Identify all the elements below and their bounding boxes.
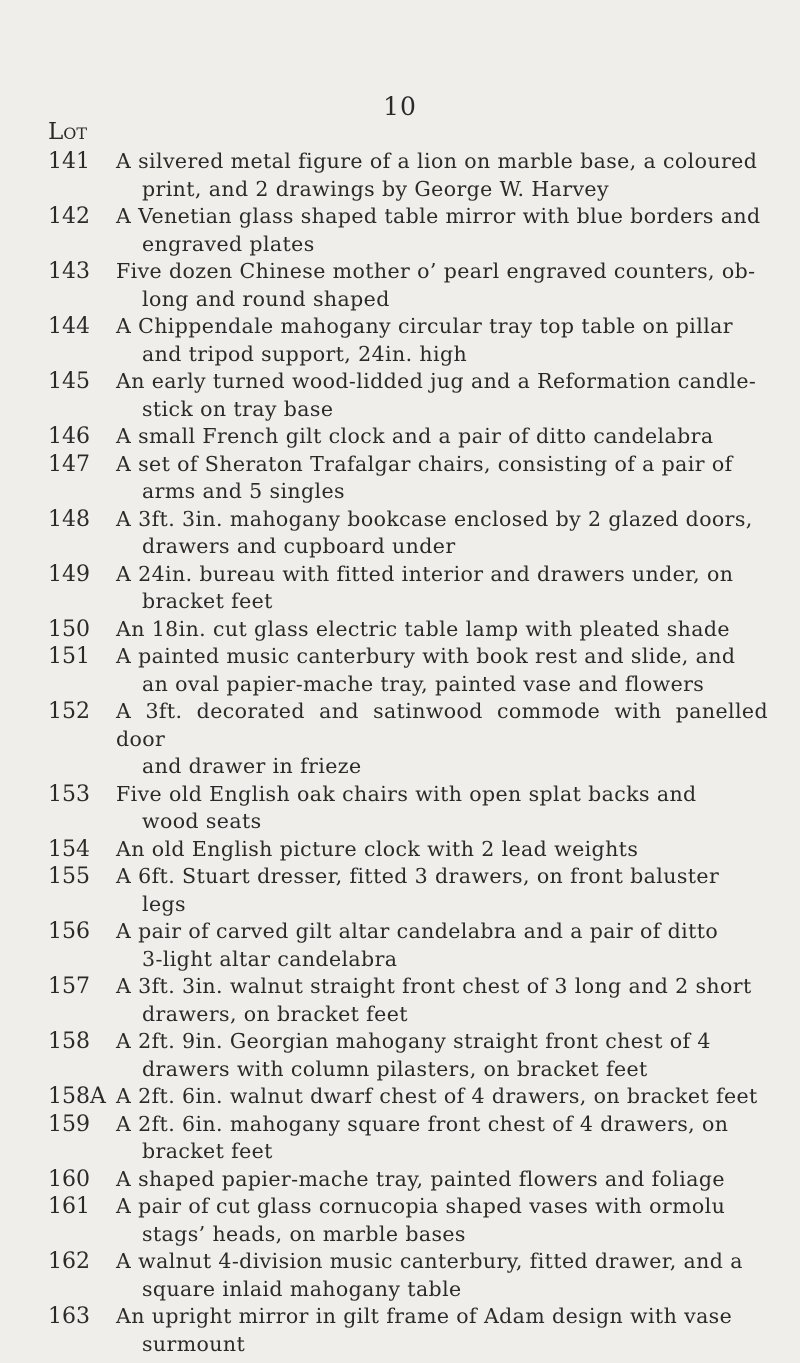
lot-description-line: A 2ft. 6in. mahogany square front chest of 4 drawers, on: [116, 1111, 729, 1136]
lot-entry: [48, 863, 768, 918]
lot-description-line: A pair of cut glass cornucopia shaped vases with ormolu: [116, 1194, 726, 1218]
lot-number: 152: [48, 699, 90, 724]
lot-description-line: 3-light altar candelabra: [142, 946, 398, 971]
lot-number: 149: [48, 561, 90, 587]
lot-description: [116, 918, 768, 973]
lot-number: 158A: [48, 1084, 106, 1109]
lot-description-line: drawers with column pilasters, on bracket feet: [142, 1056, 648, 1081]
lot-entry: [48, 368, 768, 423]
lot-description-line: surmount: [142, 1331, 246, 1356]
lot-description-line: legs: [142, 891, 186, 916]
lot-entry: [48, 423, 768, 451]
lot-number: 153: [48, 781, 90, 807]
lot-number: 143: [48, 259, 90, 284]
page-number: 10: [383, 92, 417, 121]
lot-description-line: A Venetian glass shaped table mirror with blue borders and: [116, 204, 761, 228]
lot-entry: [48, 698, 768, 781]
lot-entry: [48, 836, 768, 864]
lot-description: [116, 258, 768, 313]
lot-description-line: engraved plates: [142, 231, 315, 256]
lot-description-line: A shaped papier-mache tray, painted flowers and foliage: [116, 1166, 725, 1191]
lot-description-line: square inlaid mahogany table: [142, 1276, 462, 1301]
lot-description: [116, 203, 768, 258]
lot-description-line: an oval papier-mache tray, painted vase and flowers: [142, 671, 705, 696]
lot-description-line: bracket feet: [142, 1139, 273, 1163]
lot-column-heading: Lot: [48, 119, 88, 145]
lot-description: [116, 1166, 768, 1194]
lot-number: 158: [48, 1029, 90, 1054]
lot-description: [116, 148, 768, 203]
lot-entry: [48, 918, 768, 973]
lot-entry: [48, 1303, 768, 1358]
lot-description-line: An early turned wood-lidded jug and a Reformation candle-: [116, 369, 757, 393]
lot-entry: [48, 1111, 768, 1166]
lot-number: 151: [48, 644, 90, 669]
lot-description-line: long and round shaped: [142, 286, 390, 311]
lot-entry: [48, 506, 768, 561]
lot-description-line: arms and 5 singles: [142, 479, 345, 503]
lot-number: 163: [48, 1304, 90, 1329]
lot-description-line: An 18in. cut glass electric table lamp with pleated shade: [116, 616, 730, 641]
lot-description-line: A Chippendale mahogany circular tray top table on pillar: [116, 314, 733, 338]
lot-description-line: and tripod support, 24in. high: [142, 341, 468, 366]
lot-entry: [48, 203, 768, 258]
lot-description-line: A walnut 4-division music canterbury, fitted drawer, and a: [116, 1249, 743, 1273]
lot-description: [116, 1248, 768, 1303]
lot-number: 141: [48, 149, 90, 174]
lot-description: [116, 616, 768, 644]
lot-description: [116, 863, 768, 918]
lot-description: [116, 561, 768, 616]
lot-description: [116, 1028, 768, 1083]
lot-description-line: and drawer in frieze: [142, 754, 362, 778]
lot-description-line: Five dozen Chinese mother o’ pearl engraved counters, ob-: [116, 259, 756, 283]
lot-number: 145: [48, 369, 90, 394]
lot-entry: [48, 1166, 768, 1194]
lot-description-line: A painted music canterbury with book rest and slide, and: [116, 644, 736, 668]
lot-entry: [48, 561, 768, 616]
lot-number: 148: [48, 506, 90, 532]
lot-number: 146: [48, 424, 90, 449]
lot-description-line: drawers and cupboard under: [142, 534, 456, 558]
lot-description-line: A 6ft. Stuart dresser, fitted 3 drawers, on front baluster: [116, 864, 720, 888]
lot-description-line: A silvered metal figure of a lion on marble base, a coloured: [116, 149, 758, 173]
lot-description-line: A 3ft. 3in. walnut straight front chest of 3 long and 2 short: [116, 974, 752, 998]
lot-description-line: drawers, on bracket feet: [142, 1001, 408, 1026]
lot-description-line: A pair of carved gilt altar candelabra and a pair of ditto: [116, 919, 719, 943]
lot-description-line: Five old English oak chairs with open splat backs and: [116, 781, 697, 806]
lot-entry: [48, 1248, 768, 1303]
lot-description-line: stick on tray base: [142, 396, 334, 421]
lot-number: 147: [48, 451, 90, 477]
lot-description: [116, 423, 768, 451]
lot-entry: [48, 643, 768, 698]
lot-description: [116, 643, 768, 698]
lot-entry: [48, 313, 768, 368]
lot-description-line: A set of Sheraton Trafalgar chairs, consisting of a pair of: [116, 451, 733, 476]
lot-number: 157: [48, 974, 90, 999]
lot-description: [116, 451, 768, 506]
lot-description-line: A 3ft. 3in. mahogany bookcase enclosed by 2 glazed doors,: [116, 506, 753, 531]
lot-description: [116, 506, 768, 561]
lot-number: 161: [48, 1194, 90, 1219]
lot-number: 162: [48, 1249, 90, 1274]
lot-entry: [48, 781, 768, 836]
lot-description-line: A 2ft. 9in. Georgian mahogany straight front chest of 4: [116, 1029, 711, 1053]
lot-description: [116, 313, 768, 368]
lot-number: 159: [48, 1111, 90, 1137]
lot-description-line: A small French gilt clock and a pair of ditto candelabra: [116, 424, 714, 448]
lot-entry: [48, 973, 768, 1028]
lot-number: 154: [48, 836, 90, 862]
lot-description-line: A 2ft. 6in. walnut dwarf chest of 4 drawers, on bracket feet: [116, 1084, 758, 1108]
lot-number: 160: [48, 1166, 90, 1192]
lot-description: [116, 1193, 768, 1248]
lot-description: [116, 698, 768, 781]
lot-description-line: A 3ft. decorated and satinwood commode with panelled door: [116, 699, 768, 751]
lot-description: [116, 781, 768, 836]
lot-entry: [48, 1193, 768, 1248]
lot-description: [116, 1303, 768, 1358]
lot-description-line: A 24in. bureau with fitted interior and drawers under, on: [116, 561, 734, 586]
lot-entry: [48, 1083, 768, 1111]
lot-entry: [48, 258, 768, 313]
lot-number: 142: [48, 204, 90, 229]
lot-number: 155: [48, 864, 90, 889]
lot-list: [48, 148, 768, 1358]
lot-description-line: An old English picture clock with 2 lead weights: [116, 836, 639, 861]
lot-entry: [48, 616, 768, 644]
lot-number: 150: [48, 616, 90, 642]
lot-description-line: print, and 2 drawings by George W. Harvey: [142, 176, 609, 201]
lot-entry: [48, 148, 768, 203]
lot-description-line: stags’ heads, on marble bases: [142, 1221, 466, 1246]
lot-description: [116, 1111, 768, 1166]
lot-entry: [48, 1028, 768, 1083]
lot-entry: [48, 451, 768, 506]
lot-description: [116, 973, 768, 1028]
lot-description: [116, 368, 768, 423]
lot-number: 144: [48, 314, 90, 339]
lot-description: [116, 1083, 768, 1111]
lot-description: [116, 836, 768, 864]
lot-description-line: An upright mirror in gilt frame of Adam design with vase: [116, 1304, 733, 1328]
lot-description-line: bracket feet: [142, 589, 273, 613]
lot-description-line: wood seats: [142, 809, 262, 833]
lot-number: 156: [48, 919, 90, 944]
